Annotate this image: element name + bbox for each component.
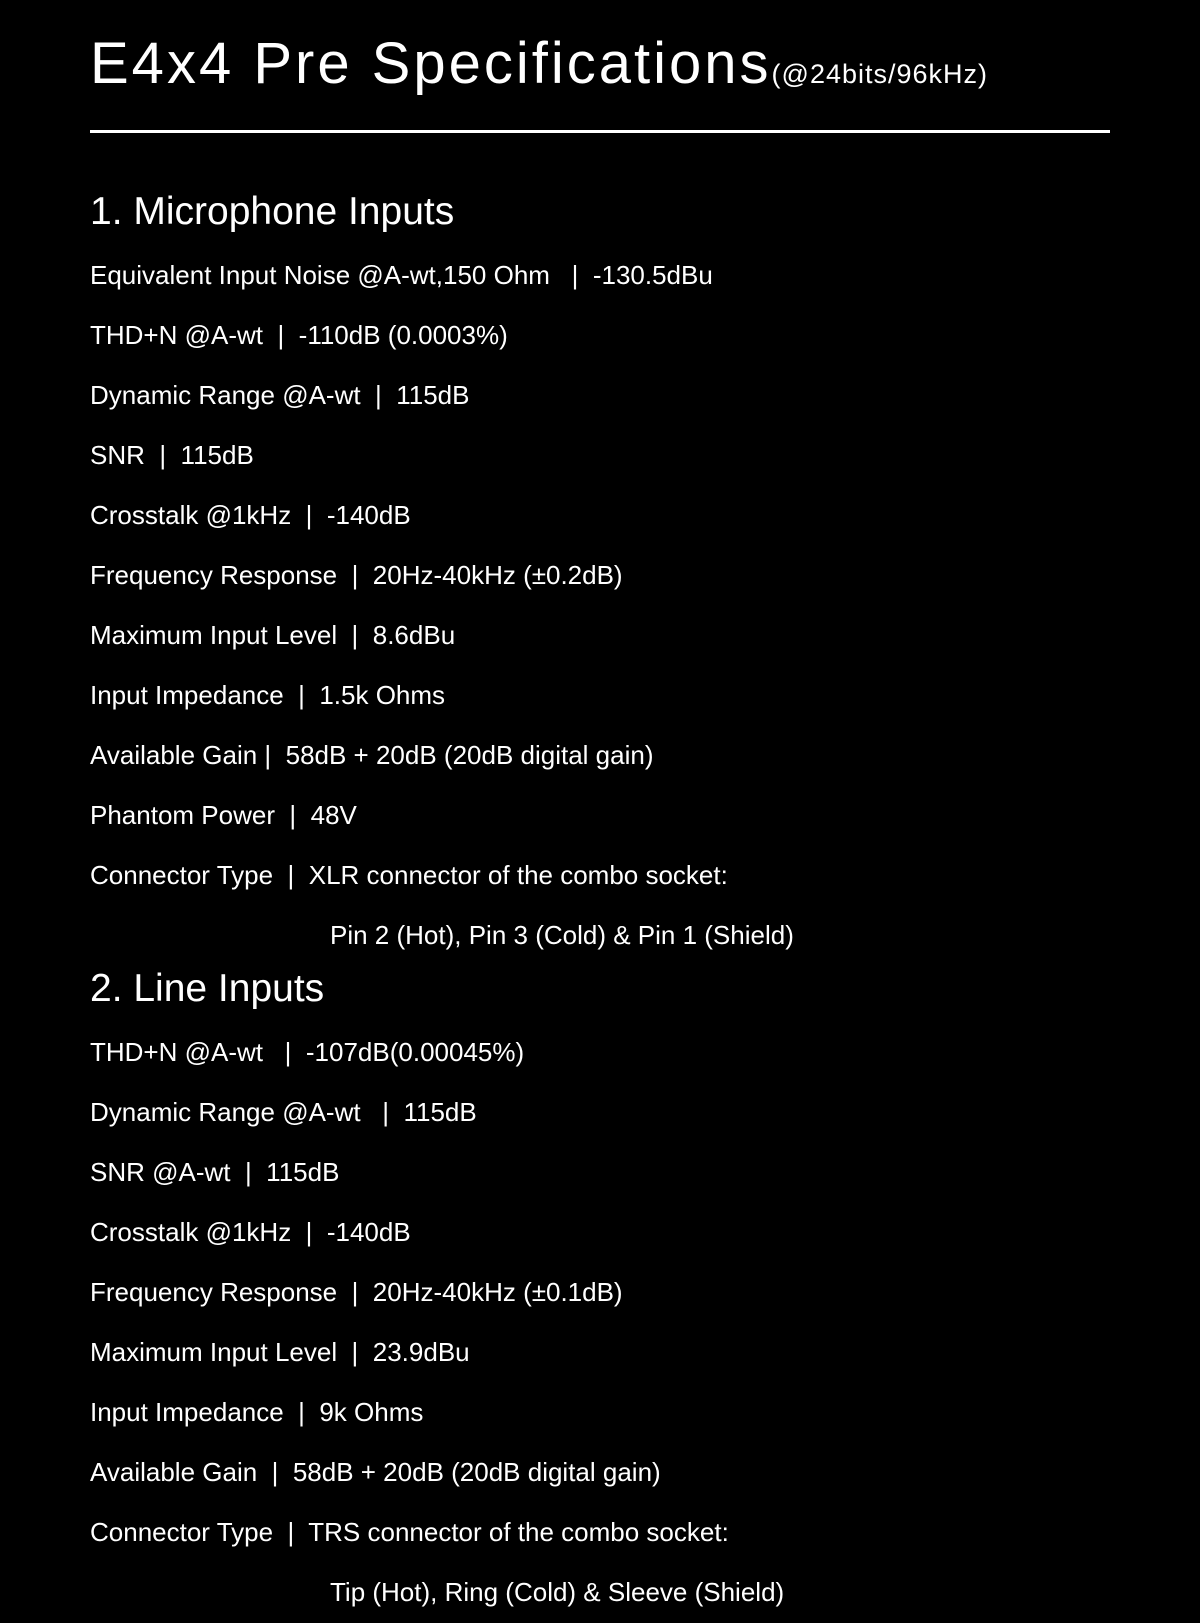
title-subtitle: (@24bits/96kHz)	[771, 59, 989, 89]
spec-row-snr: SNR | 115dB	[90, 440, 254, 470]
title-text: E4x4 Pre Specifications	[90, 31, 772, 96]
spec-row-max-input-level: Maximum Input Level | 8.6dBu	[90, 620, 456, 650]
spec-row-input-impedance: Input Impedance | 9k Ohms	[90, 1397, 424, 1427]
spec-row-available-gain: Available Gain | 58dB + 20dB (20dB digital gain)	[90, 740, 654, 770]
section-heading-microphone: 1. Microphone Inputs	[90, 190, 455, 233]
spec-row-snr: SNR @A-wt | 115dB	[90, 1157, 340, 1187]
spec-row-crosstalk: Crosstalk @1kHz | -140dB	[90, 500, 411, 530]
spec-row-available-gain: Available Gain | 58dB + 20dB (20dB digital gain)	[90, 1457, 661, 1487]
spec-row-crosstalk: Crosstalk @1kHz | -140dB	[90, 1217, 411, 1247]
spec-row-connector-type: Connector Type | XLR connector of the combo socket:	[90, 860, 728, 890]
spec-row-connector-pins: Pin 2 (Hot), Pin 3 (Cold) & Pin 1 (Shield)	[330, 920, 794, 950]
spec-row-dynamic-range: Dynamic Range @A-wt | 115dB	[90, 380, 470, 410]
spec-list-line	[90, 1022, 784, 1622]
spec-row-thdn: THD+N @A-wt | -107dB(0.00045%)	[90, 1037, 525, 1067]
section-heading-line: 2. Line Inputs	[90, 967, 325, 1010]
title-divider	[90, 130, 1110, 133]
spec-row-connector-type: Connector Type | TRS connector of the combo socket:	[90, 1517, 729, 1547]
spec-row-connector-pins: Tip (Hot), Ring (Cold) & Sleeve (Shield)	[330, 1577, 785, 1607]
spec-row-frequency-response: Frequency Response | 20Hz-40kHz (±0.2dB)	[90, 560, 623, 590]
spec-row-max-input-level: Maximum Input Level | 23.9dBu	[90, 1337, 470, 1367]
page-title	[90, 30, 988, 97]
spec-row-eq-input-noise: Equivalent Input Noise @A-wt,150 Ohm | -130.5dBu	[90, 260, 713, 290]
spec-row-thdn: THD+N @A-wt | -110dB (0.0003%)	[90, 320, 508, 350]
spec-row-input-impedance: Input Impedance | 1.5k Ohms	[90, 680, 446, 710]
spec-row-phantom-power: Phantom Power | 48V	[90, 800, 357, 830]
spec-list-microphone	[90, 245, 794, 965]
spec-row-frequency-response: Frequency Response | 20Hz-40kHz (±0.1dB)	[90, 1277, 623, 1307]
spec-row-dynamic-range: Dynamic Range @A-wt | 115dB	[90, 1097, 477, 1127]
